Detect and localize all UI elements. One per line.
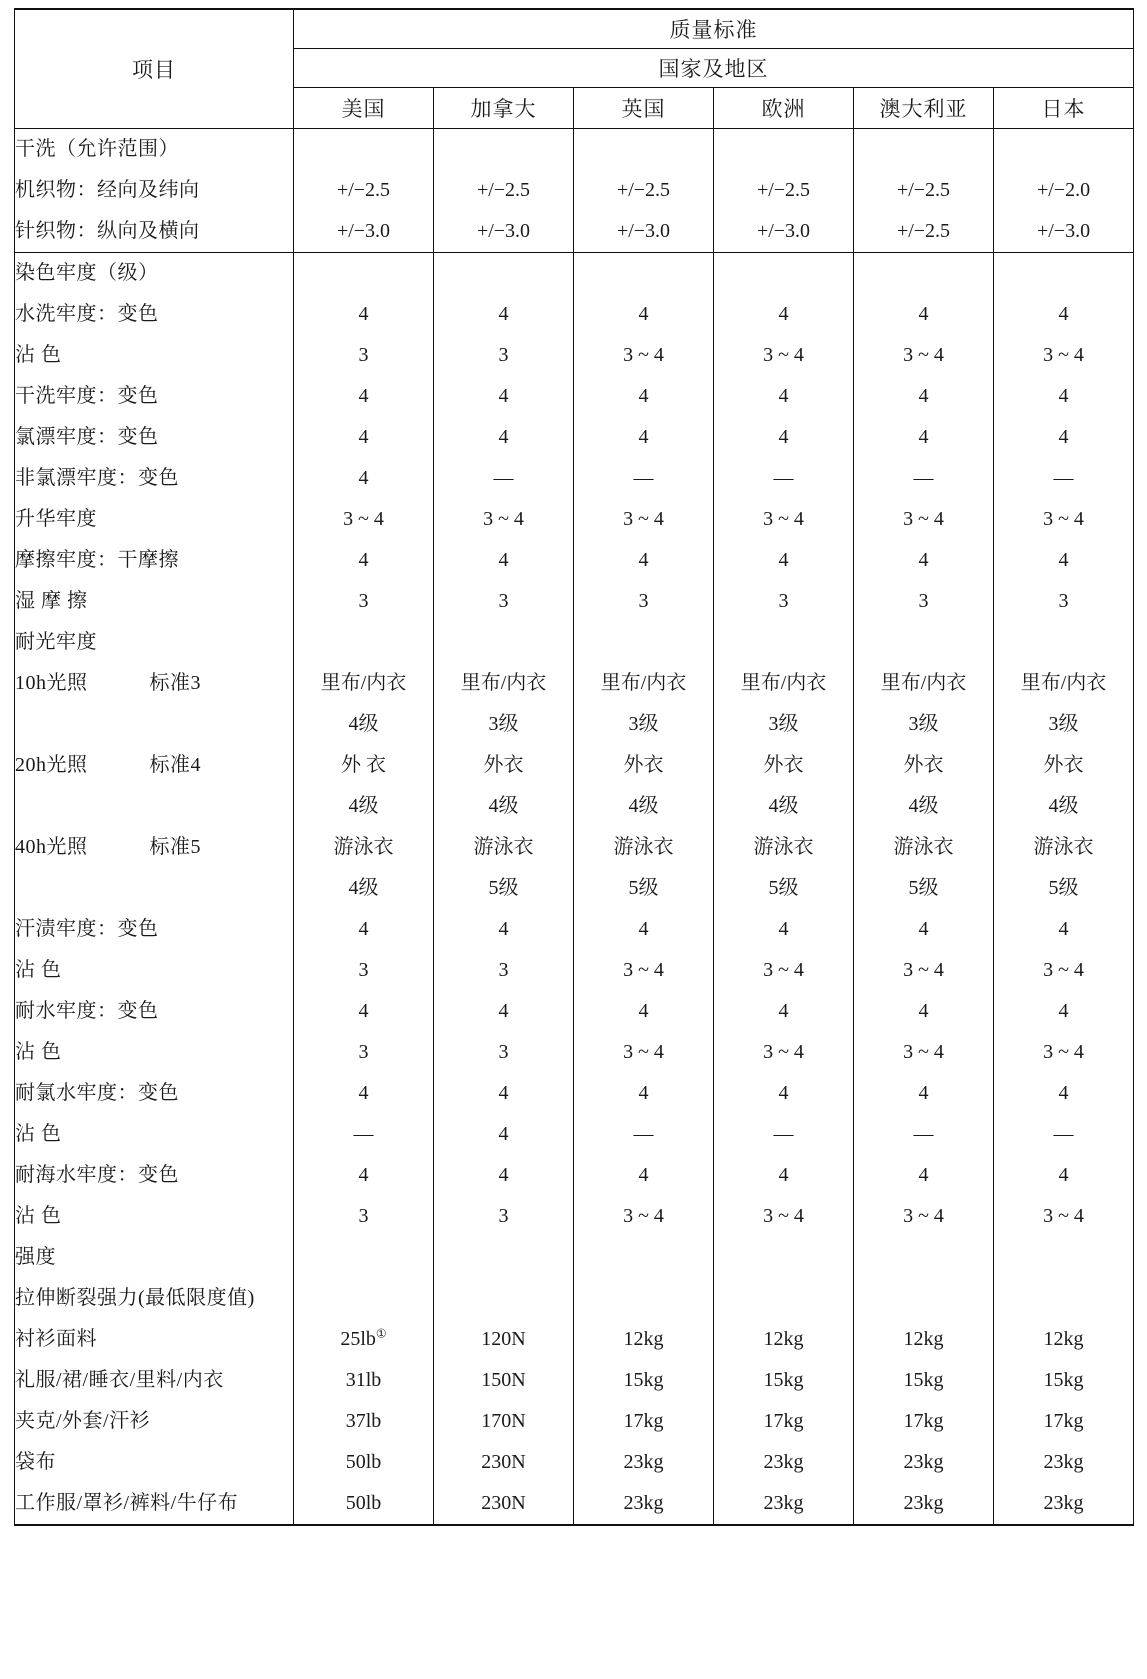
row-value: 4 (714, 376, 854, 417)
row-value: +/−3.0 (714, 211, 854, 253)
section-title-row (15, 129, 1134, 171)
section-subtitle-3: 拉伸断裂强力(最低限度值) (15, 1278, 294, 1319)
row-value: 4 (574, 417, 714, 458)
row-value: 3 ~ 4 (574, 499, 714, 540)
row-value: 4 (434, 376, 574, 417)
row-value: 170N (434, 1401, 574, 1442)
row-value: 23kg (854, 1442, 994, 1483)
row-value: 里布/内衣 (294, 663, 434, 704)
row-value: — (434, 458, 574, 499)
section-title-3: 强度 (15, 1237, 294, 1278)
empty-cell (434, 253, 574, 295)
row-label: 非氯漂牢度：变色 (15, 458, 294, 499)
row-value: 5级 (994, 868, 1134, 909)
row-value: 4 (574, 909, 714, 950)
row-value: 4 (434, 294, 574, 335)
row-value: 3 ~ 4 (854, 950, 994, 991)
row-value: — (574, 458, 714, 499)
row-label: 沾 色 (15, 1196, 294, 1237)
row-label (15, 704, 294, 745)
row-value: +/−2.5 (574, 170, 714, 211)
header-cell-country-5: 日本 (994, 88, 1134, 129)
row-value: 3 ~ 4 (714, 1196, 854, 1237)
row-value: 4 (574, 376, 714, 417)
header-cell-country-4: 澳大利亚 (854, 88, 994, 129)
row-value: 23kg (714, 1483, 854, 1525)
table-row (15, 376, 1134, 417)
table-row (15, 868, 1134, 909)
row-value: 3级 (434, 704, 574, 745)
row-value: 里布/内衣 (994, 663, 1134, 704)
row-value: +/−2.5 (854, 170, 994, 211)
row-value: 4 (714, 417, 854, 458)
section-title-row (15, 622, 1134, 663)
row-value: 游泳衣 (294, 827, 434, 868)
row-value: 4 (994, 376, 1134, 417)
empty-cell (854, 253, 994, 295)
empty-cell (294, 1237, 434, 1278)
row-value: 3 ~ 4 (574, 1032, 714, 1073)
empty-cell (994, 1237, 1134, 1278)
empty-cell (434, 1237, 574, 1278)
row-value: +/−2.5 (434, 170, 574, 211)
row-value: 4 (854, 294, 994, 335)
row-value: 3 ~ 4 (994, 335, 1134, 376)
row-value: 3 (294, 1196, 434, 1237)
table-row (15, 1032, 1134, 1073)
row-value: 4 (854, 991, 994, 1032)
row-sublabel-text: 标准3 (149, 672, 201, 694)
row-value: 4 (294, 540, 434, 581)
table-row (15, 294, 1134, 335)
row-value: 3 (294, 950, 434, 991)
table-row (15, 1483, 1134, 1525)
row-value: 4 (294, 376, 434, 417)
row-value: 4 (854, 540, 994, 581)
row-value: 3 (294, 1032, 434, 1073)
table-row (15, 1401, 1134, 1442)
row-value: 外衣 (854, 745, 994, 786)
row-value: 4 (294, 991, 434, 1032)
footnote-marker-icon: ① (375, 1326, 387, 1341)
row-value: 游泳衣 (574, 827, 714, 868)
empty-cell (574, 253, 714, 295)
table-row (15, 540, 1134, 581)
row-value: 3 ~ 4 (854, 1196, 994, 1237)
row-value: 4级 (434, 786, 574, 827)
row-value: 4 (854, 909, 994, 950)
table-row (15, 1319, 1134, 1360)
row-value: 4 (994, 417, 1134, 458)
header-cell-country-3: 欧洲 (714, 88, 854, 129)
row-value: 4级 (994, 786, 1134, 827)
row-label (15, 827, 294, 868)
empty-cell (854, 1278, 994, 1319)
row-value: 50lb (294, 1442, 434, 1483)
row-value: +/−2.5 (854, 211, 994, 253)
row-value: 4 (854, 376, 994, 417)
row-label (15, 868, 294, 909)
row-value: 4 (714, 991, 854, 1032)
empty-cell (714, 129, 854, 171)
empty-cell (994, 1278, 1134, 1319)
row-value: 里布/内衣 (574, 663, 714, 704)
row-value: — (574, 1114, 714, 1155)
row-value: 12kg (854, 1319, 994, 1360)
row-label: 氯漂牢度：变色 (15, 417, 294, 458)
row-value: 23kg (714, 1442, 854, 1483)
row-value: +/−3.0 (994, 211, 1134, 253)
row-value: 23kg (574, 1442, 714, 1483)
row-value: 5级 (854, 868, 994, 909)
row-value: 4 (294, 909, 434, 950)
row-label (15, 663, 294, 704)
row-value: 4级 (854, 786, 994, 827)
row-value: 3 (574, 581, 714, 622)
empty-cell (994, 253, 1134, 295)
row-value: — (714, 1114, 854, 1155)
row-value: 4 (294, 1073, 434, 1114)
row-value: 3 ~ 4 (854, 335, 994, 376)
row-label: 耐水牢度：变色 (15, 991, 294, 1032)
row-value: 3 ~ 4 (994, 1196, 1134, 1237)
row-value: 4 (434, 1073, 574, 1114)
empty-cell (854, 622, 994, 663)
row-value: 3 ~ 4 (714, 499, 854, 540)
row-label: 摩擦牢度：干摩擦 (15, 540, 294, 581)
row-value: 23kg (574, 1483, 714, 1525)
row-value: 3 ~ 4 (574, 335, 714, 376)
row-value: 4级 (294, 868, 434, 909)
row-value: 3 ~ 4 (994, 1032, 1134, 1073)
row-value: 23kg (994, 1442, 1134, 1483)
quality-standards-table (14, 8, 1134, 1526)
empty-cell (994, 129, 1134, 171)
empty-cell (294, 253, 434, 295)
table-row (15, 211, 1134, 253)
row-value: 游泳衣 (714, 827, 854, 868)
row-value: 4 (294, 417, 434, 458)
row-value: 230N (434, 1442, 574, 1483)
row-value: 12kg (714, 1319, 854, 1360)
header-cell-item: 项目 (15, 9, 294, 129)
row-value: 3 (714, 581, 854, 622)
row-value: 3 (854, 581, 994, 622)
row-value: 3 ~ 4 (574, 950, 714, 991)
table-row (15, 991, 1134, 1032)
row-value: 12kg (994, 1319, 1134, 1360)
empty-cell (574, 1237, 714, 1278)
row-value: 3级 (854, 704, 994, 745)
row-value: 3 ~ 4 (714, 950, 854, 991)
row-value: 外衣 (714, 745, 854, 786)
section-subtitle-row (15, 1278, 1134, 1319)
row-value: 12kg (574, 1319, 714, 1360)
empty-cell (714, 622, 854, 663)
row-value: 外衣 (574, 745, 714, 786)
row-value: 150N (434, 1360, 574, 1401)
table-row (15, 1114, 1134, 1155)
header-cell-country-2: 英国 (574, 88, 714, 129)
empty-cell (574, 129, 714, 171)
empty-cell (294, 129, 434, 171)
row-value: 4 (294, 458, 434, 499)
row-value: 17kg (994, 1401, 1134, 1442)
table-row (15, 581, 1134, 622)
row-value: 4 (714, 294, 854, 335)
row-value: 4 (714, 1073, 854, 1114)
row-value: 4 (714, 1155, 854, 1196)
table-row (15, 704, 1134, 745)
empty-cell (854, 1237, 994, 1278)
row-value: 3 ~ 4 (854, 1032, 994, 1073)
row-label: 袋布 (15, 1442, 294, 1483)
row-label: 衬衫面料 (15, 1319, 294, 1360)
table-row (15, 1360, 1134, 1401)
row-value: 3 (434, 1032, 574, 1073)
row-value: 3 (994, 581, 1134, 622)
empty-cell (294, 1278, 434, 1319)
row-label: 沾 色 (15, 950, 294, 991)
row-value: 里布/内衣 (714, 663, 854, 704)
row-value: 4 (434, 1155, 574, 1196)
row-value: 3级 (994, 704, 1134, 745)
section-title-2: 耐光牢度 (15, 622, 294, 663)
row-value: 里布/内衣 (854, 663, 994, 704)
row-value: 3 ~ 4 (434, 499, 574, 540)
row-label (15, 786, 294, 827)
row-value: 4 (294, 294, 434, 335)
table-row (15, 950, 1134, 991)
row-label: 机织物：经向及纬向 (15, 170, 294, 211)
row-value: 4 (294, 1155, 434, 1196)
row-label: 沾 色 (15, 1114, 294, 1155)
row-value: 游泳衣 (854, 827, 994, 868)
row-value: 3 (434, 1196, 574, 1237)
row-label: 湿 摩 擦 (15, 581, 294, 622)
table-row (15, 458, 1134, 499)
row-value: 50lb (294, 1483, 434, 1525)
empty-cell (714, 1237, 854, 1278)
row-value: 15kg (854, 1360, 994, 1401)
row-value: 里布/内衣 (434, 663, 574, 704)
row-value: 外 衣 (294, 745, 434, 786)
row-value: 3 ~ 4 (994, 499, 1134, 540)
row-value: +/−2.0 (994, 170, 1134, 211)
row-value: 4 (434, 909, 574, 950)
row-value: — (854, 458, 994, 499)
row-value: 3 ~ 4 (854, 499, 994, 540)
row-value: 15kg (714, 1360, 854, 1401)
row-label: 沾 色 (15, 1032, 294, 1073)
row-value: 23kg (994, 1483, 1134, 1525)
row-value-text: 25lb (340, 1328, 376, 1350)
header-cell-country-0: 美国 (294, 88, 434, 129)
section-title-1: 染色牢度（级） (15, 253, 294, 295)
row-value: +/−2.5 (294, 170, 434, 211)
row-value: 4 (574, 1073, 714, 1114)
empty-cell (574, 622, 714, 663)
row-label: 汗渍牢度：变色 (15, 909, 294, 950)
row-label: 升华牢度 (15, 499, 294, 540)
table-row (15, 827, 1134, 868)
row-value: 3 (294, 581, 434, 622)
table-row (15, 1196, 1134, 1237)
row-value: 4 (854, 1073, 994, 1114)
row-value: 15kg (994, 1360, 1134, 1401)
row-label (15, 745, 294, 786)
table-row (15, 786, 1134, 827)
row-value: 4 (714, 540, 854, 581)
row-value: +/−2.5 (714, 170, 854, 211)
row-value: 4 (994, 909, 1134, 950)
row-value: 4 (994, 991, 1134, 1032)
empty-cell (854, 129, 994, 171)
row-value: 3 (434, 581, 574, 622)
empty-cell (434, 129, 574, 171)
row-value: 3 ~ 4 (294, 499, 434, 540)
header-row-quality-standard (15, 9, 1134, 49)
row-value: 15kg (574, 1360, 714, 1401)
row-value: 外衣 (434, 745, 574, 786)
row-label: 针织物：纵向及横向 (15, 211, 294, 253)
row-value: — (714, 458, 854, 499)
row-label: 耐氯水牢度：变色 (15, 1073, 294, 1114)
table-row (15, 909, 1134, 950)
row-value: 23kg (854, 1483, 994, 1525)
header-cell-quality-standard: 质量标准 (294, 9, 1134, 49)
row-label: 礼服/裙/睡衣/里料/内衣 (15, 1360, 294, 1401)
row-value: 230N (434, 1483, 574, 1525)
row-value: 3 (434, 335, 574, 376)
row-label: 夹克/外套/汗衫 (15, 1401, 294, 1442)
empty-cell (294, 622, 434, 663)
row-label: 工作服/罩衫/裤料/牛仔布 (15, 1483, 294, 1525)
row-value: 4级 (294, 704, 434, 745)
row-value: — (854, 1114, 994, 1155)
empty-cell (714, 253, 854, 295)
row-value: 3 ~ 4 (994, 950, 1134, 991)
row-label-text: 20h光照 (15, 754, 88, 776)
row-label-text: 40h光照 (15, 836, 88, 858)
table-row (15, 1442, 1134, 1483)
row-value: 4级 (294, 786, 434, 827)
row-value: 游泳衣 (434, 827, 574, 868)
header-cell-country-1: 加拿大 (434, 88, 574, 129)
row-value: 5级 (434, 868, 574, 909)
row-value: 4 (994, 1155, 1134, 1196)
table-row (15, 1155, 1134, 1196)
row-value: 4 (994, 1073, 1134, 1114)
row-value: 17kg (854, 1401, 994, 1442)
row-value: 31lb (294, 1360, 434, 1401)
row-value: 4 (434, 540, 574, 581)
row-value: 4级 (574, 786, 714, 827)
row-value: — (994, 1114, 1134, 1155)
row-value: 17kg (574, 1401, 714, 1442)
row-value: 4 (994, 294, 1134, 335)
row-label: 沾 色 (15, 335, 294, 376)
row-sublabel-text: 标准4 (149, 754, 201, 776)
row-value: 3级 (574, 704, 714, 745)
row-value: +/−3.0 (294, 211, 434, 253)
row-value: 3 (294, 335, 434, 376)
row-value: 3级 (714, 704, 854, 745)
row-value: 4 (434, 1114, 574, 1155)
row-label: 干洗牢度：变色 (15, 376, 294, 417)
row-value: 4 (714, 909, 854, 950)
section-title-row (15, 253, 1134, 295)
row-label: 耐海水牢度：变色 (15, 1155, 294, 1196)
row-value: 外衣 (994, 745, 1134, 786)
empty-cell (434, 622, 574, 663)
row-value: 4 (574, 540, 714, 581)
row-value: 120N (434, 1319, 574, 1360)
empty-cell (714, 1278, 854, 1319)
row-value: 3 ~ 4 (714, 1032, 854, 1073)
empty-cell (994, 622, 1134, 663)
section-title-0: 干洗（允许范围） (15, 129, 294, 171)
row-value: 3 ~ 4 (574, 1196, 714, 1237)
row-label: 水洗牢度：变色 (15, 294, 294, 335)
row-value: 3 (434, 950, 574, 991)
row-value: 4 (574, 1155, 714, 1196)
table-row (15, 1073, 1134, 1114)
row-label-text: 10h光照 (15, 672, 88, 694)
row-value: 4 (434, 991, 574, 1032)
row-value: 37lb (294, 1401, 434, 1442)
row-value-footnote (294, 1319, 434, 1360)
row-value: 5级 (714, 868, 854, 909)
table-row (15, 417, 1134, 458)
table-row (15, 499, 1134, 540)
row-value: 游泳衣 (994, 827, 1134, 868)
section-title-row (15, 1237, 1134, 1278)
row-value: 4 (854, 1155, 994, 1196)
row-value: 4级 (714, 786, 854, 827)
table-row (15, 170, 1134, 211)
row-sublabel-text: 标准5 (149, 836, 201, 858)
table-row (15, 663, 1134, 704)
table-row (15, 335, 1134, 376)
row-value: 5级 (574, 868, 714, 909)
row-value: +/−3.0 (434, 211, 574, 253)
empty-cell (434, 1278, 574, 1319)
row-value: 4 (434, 417, 574, 458)
row-value: 4 (854, 417, 994, 458)
row-value: 3 ~ 4 (714, 335, 854, 376)
row-value: 4 (994, 540, 1134, 581)
row-value: — (994, 458, 1134, 499)
table-row (15, 745, 1134, 786)
row-value: 4 (574, 294, 714, 335)
row-value: +/−3.0 (574, 211, 714, 253)
empty-cell (574, 1278, 714, 1319)
row-value: 17kg (714, 1401, 854, 1442)
row-value: 4 (574, 991, 714, 1032)
row-value: — (294, 1114, 434, 1155)
header-cell-countries-label: 国家及地区 (294, 49, 1134, 88)
